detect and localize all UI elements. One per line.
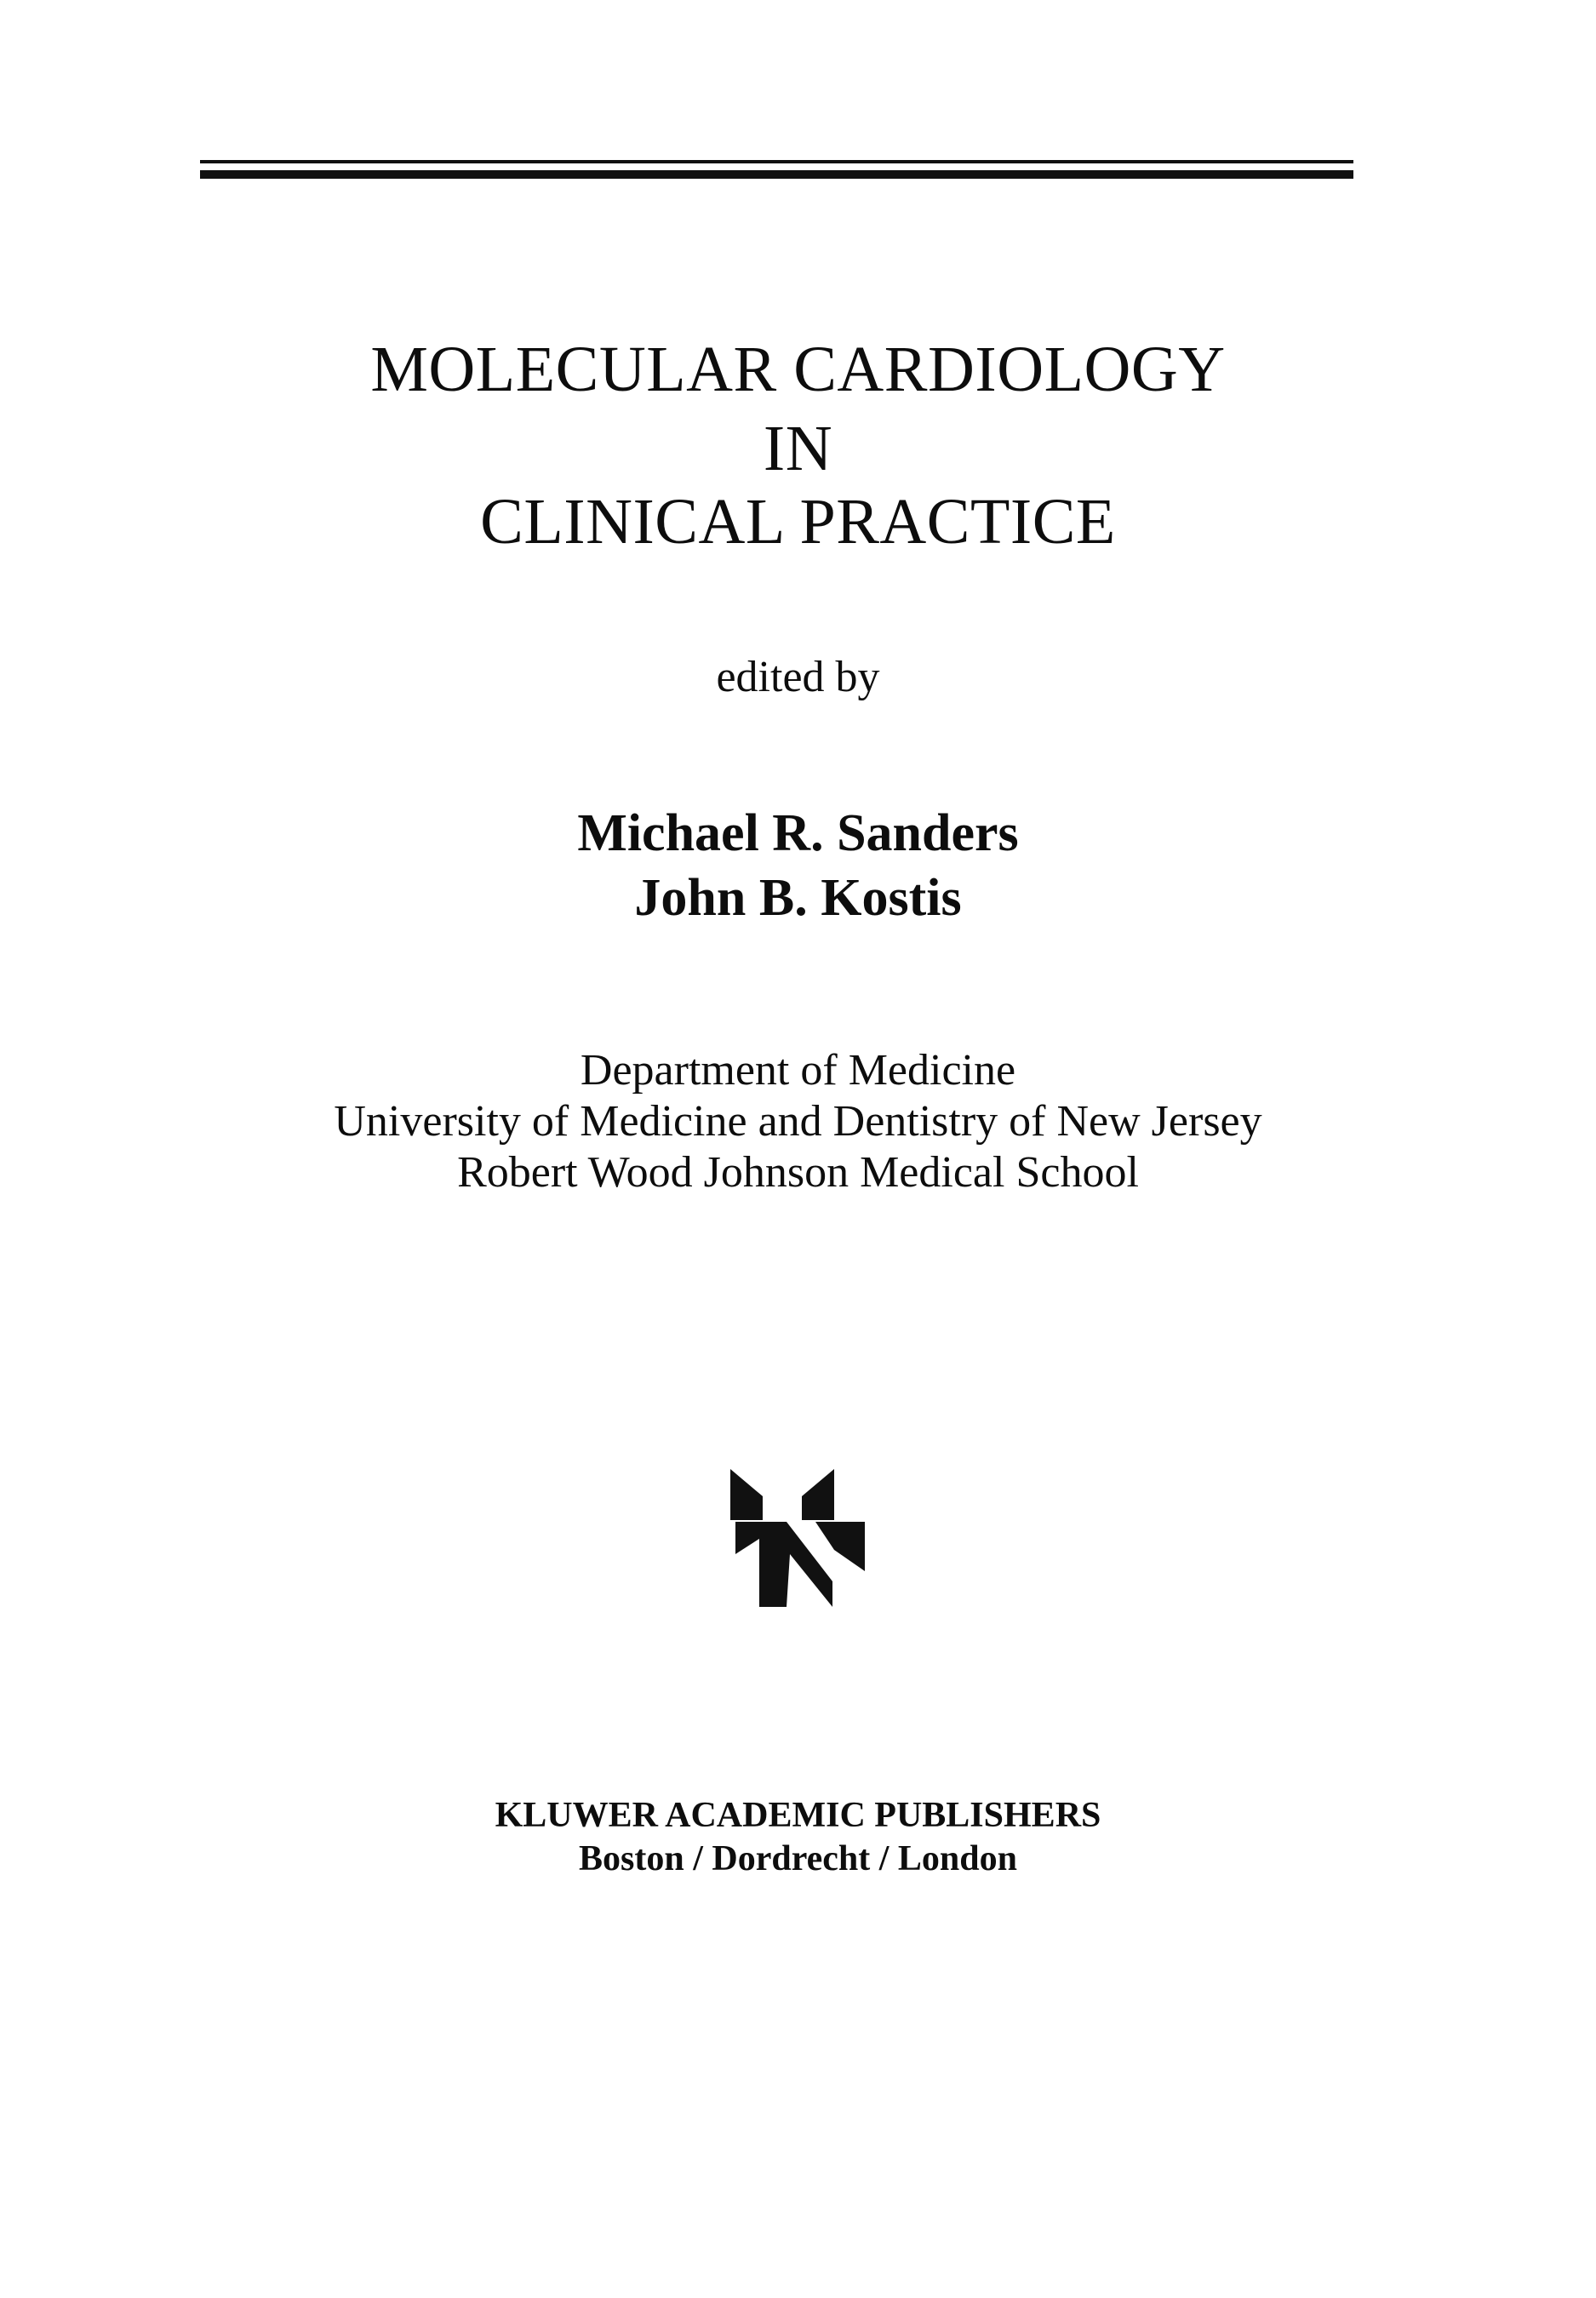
top-rule-thick [200,170,1353,179]
book-title-line-2: IN [763,413,833,484]
affiliation-university: University of Medicine and Dentistry of New Jersey [334,1097,1262,1146]
editor-name-1: Michael R. Sanders [577,804,1019,862]
kluwer-publisher-logo-icon [730,1469,865,1607]
publisher-locations: Boston / Dordrecht / London [579,1839,1017,1878]
logo-center-stem [759,1522,832,1607]
logo-right-leaf [815,1522,865,1571]
book-title-line-1: MOLECULAR CARDIOLOGY [370,334,1226,405]
logo-top-left-leaf [730,1469,763,1520]
edited-by-label: edited by [716,653,880,701]
logo-top-right-leaf [802,1469,834,1520]
affiliation-school: Robert Wood Johnson Medical School [457,1148,1139,1197]
affiliation-department: Department of Medicine [580,1046,1016,1095]
editor-name-2: John B. Kostis [634,869,962,927]
book-title-line-3: CLINICAL PRACTICE [480,486,1116,557]
top-double-rule [200,160,1353,179]
publisher-name: KLUWER ACADEMIC PUBLISHERS [495,1796,1101,1835]
